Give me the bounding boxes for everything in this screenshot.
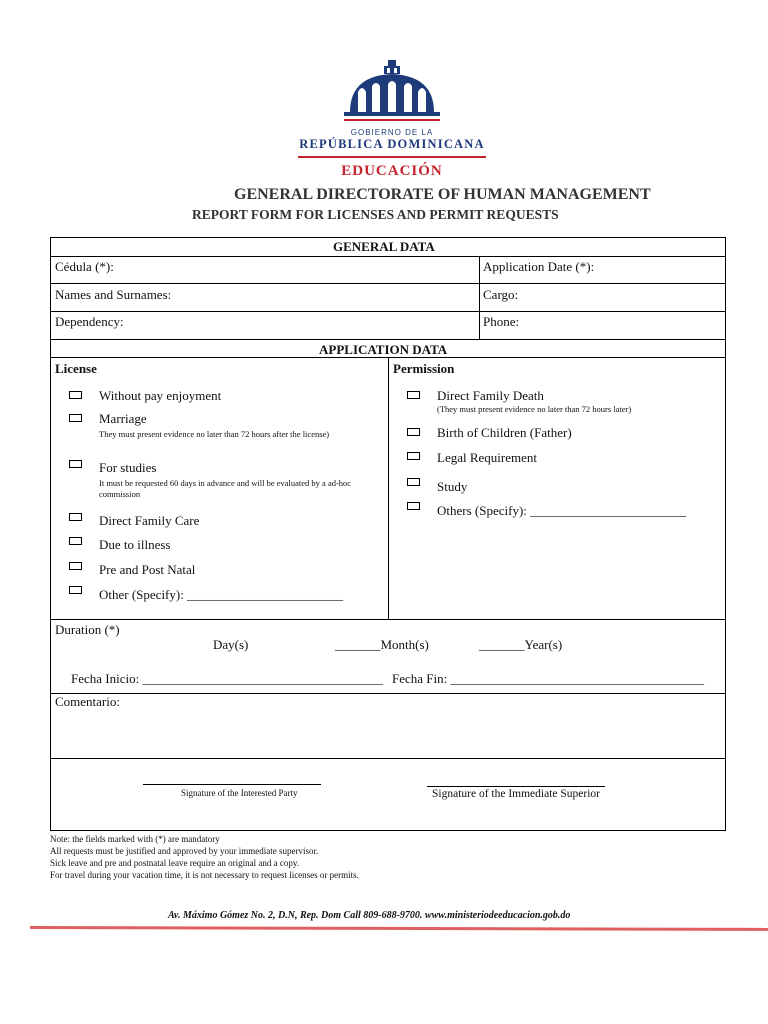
comment-field[interactable] (51, 712, 725, 756)
license-item-label: Marriage (99, 411, 147, 426)
footer-address: Av. Máximo Gómez No. 2, D.N, Rep. Dom Call 809-688-9700. www.ministeriodeeducacion.gob.do (168, 910, 571, 921)
logo-republic-text: REPÚBLICA DOMINICANA (299, 137, 485, 151)
application-date-field[interactable]: Application Date (*): (483, 259, 595, 274)
license-other-specify[interactable]: Other (Specify): ________________________ (99, 587, 344, 602)
note-line: For travel during your vacation time, it is not necessary to request licenses or permits. (50, 870, 359, 880)
checkbox-other-license[interactable] (69, 586, 82, 594)
checkbox-illness[interactable] (69, 537, 82, 545)
permission-heading: Permission (393, 361, 455, 376)
phone-field[interactable]: Phone: (483, 314, 520, 329)
interested-signature-line[interactable] (143, 784, 321, 785)
general-data-heading: GENERAL DATA (333, 239, 435, 254)
license-item-label: Due to illness (99, 537, 171, 552)
end-date-field[interactable]: Fecha Fin: _______________________________________ (392, 671, 704, 686)
note-line: Sick leave and pre and postnatal leave require an original and a copy. (50, 858, 300, 868)
permission-item-label: Birth of Children (Father) (437, 425, 572, 440)
days-field[interactable]: Day(s) (213, 637, 249, 652)
license-item-label: Direct Family Care (99, 513, 200, 528)
permission-item-label: Study (437, 479, 468, 494)
years-field[interactable]: _______Year(s) (479, 637, 563, 652)
superior-signature-caption: Signature of the Immediate Superior (432, 788, 600, 800)
license-item-note: It must be requested 60 days in advance and will be evaluated by a ad-hoc commission (99, 478, 352, 499)
months-field[interactable]: _______Month(s) (335, 637, 429, 652)
start-date-field[interactable]: Fecha Inicio: _____________________________________ (71, 671, 383, 686)
application-data-heading: APPLICATION DATA (319, 342, 448, 357)
names-field[interactable]: Names and Surnames: (55, 287, 172, 302)
superior-signature-line[interactable] (427, 786, 605, 787)
permission-item-label: Direct Family Death (437, 388, 544, 403)
checkbox-natal[interactable] (69, 562, 82, 570)
checkbox-marriage[interactable] (69, 414, 82, 422)
logo-government-text: GOBIERNO DE LA (350, 128, 434, 137)
note-line: All requests must be justified and approved by your immediate supervisor. (50, 846, 319, 856)
duration-label: Duration (*) (55, 622, 120, 637)
license-item-label: Without pay enjoyment (99, 388, 222, 403)
permission-item-label: Legal Requirement (437, 450, 537, 465)
interested-signature-caption: Signature of the Interested Party (181, 788, 298, 798)
license-item-label: For studies (99, 460, 157, 475)
license-item-note: They must present evidence no later than 72 hours after the license) (99, 429, 330, 439)
page-subtitle: REPORT FORM FOR LICENSES AND PERMIT REQUESTS (192, 207, 559, 222)
checkbox-without-pay[interactable] (69, 391, 82, 399)
license-heading: License (55, 361, 97, 376)
permission-item-note: (They must present evidence no later than 72 hours later) (437, 404, 632, 414)
checkbox-studies[interactable] (69, 460, 82, 468)
logo-divider (298, 156, 486, 158)
government-dome-logo-icon (344, 58, 440, 130)
checkbox-legal-requirement[interactable] (407, 452, 420, 460)
note-line: Note: the fields marked with (*) are mandatory (50, 834, 220, 844)
comment-label: Comentario: (55, 694, 120, 709)
dependency-field[interactable]: Dependency: (55, 314, 124, 329)
checkbox-study[interactable] (407, 478, 420, 486)
checkbox-family-death[interactable] (407, 391, 420, 399)
license-item-label: Pre and Post Natal (99, 562, 196, 577)
permission-other-specify[interactable]: Others (Specify): ________________________ (437, 503, 687, 518)
checkbox-birth-children[interactable] (407, 428, 420, 436)
page-title: GENERAL DIRECTORATE OF HUMAN MANAGEMENT (234, 186, 651, 203)
footer-divider (30, 926, 768, 931)
checkbox-others-permission[interactable] (407, 502, 420, 510)
cargo-field[interactable]: Cargo: (483, 287, 519, 302)
cedula-field[interactable]: Cédula (*): (55, 259, 114, 274)
logo-education-text: EDUCACIÓN (341, 163, 443, 179)
checkbox-family-care[interactable] (69, 513, 82, 521)
